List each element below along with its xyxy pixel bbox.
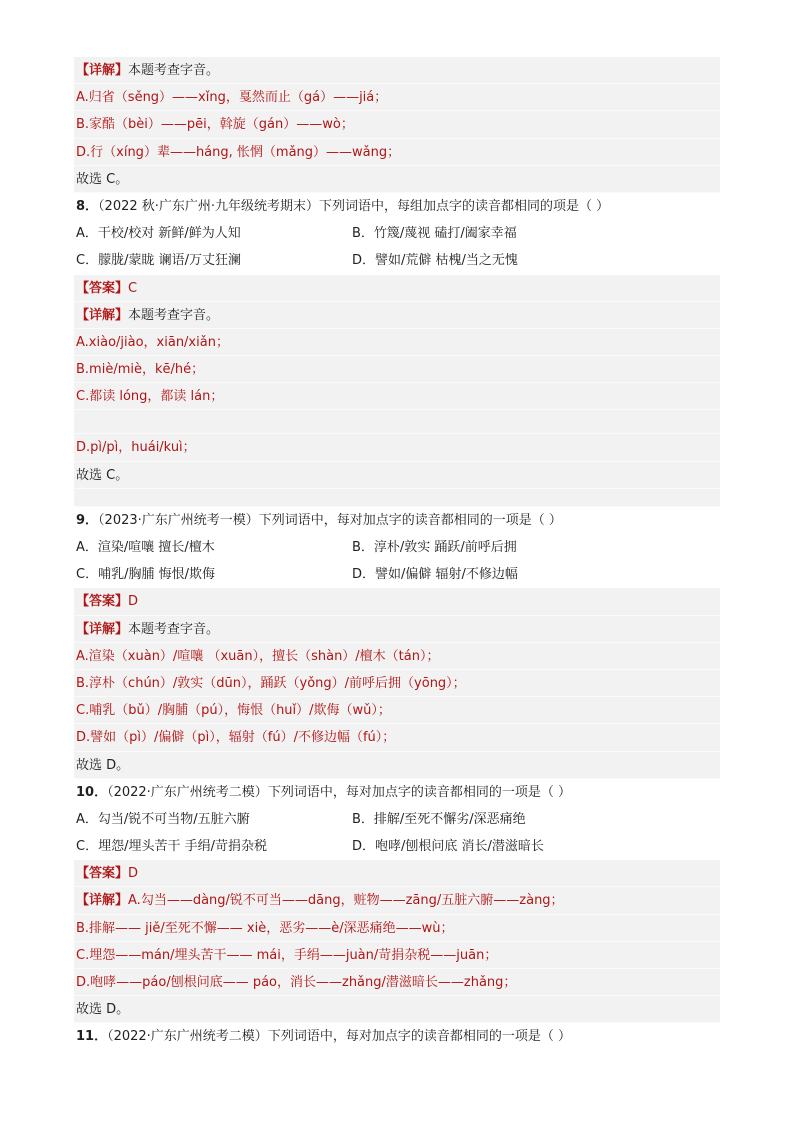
q7-detail-a: A.归省（sěng）——xǐng，戛然而止（gá）——jiá； <box>74 84 720 111</box>
option-c: C．埋怨/埋头苦干 手绢/苛捐杂税 <box>76 839 267 855</box>
q10-stem <box>74 779 720 806</box>
answer-value: D <box>128 866 139 882</box>
q7-conclusion: 故选 C。 <box>74 166 720 193</box>
question-number: 11． <box>76 1029 108 1045</box>
answer-value: C <box>128 280 138 296</box>
q8-detail-b: B.miè/miè，kē/hé； <box>74 356 720 383</box>
q10-options-cd <box>74 833 720 860</box>
q7-detail <box>74 57 720 84</box>
document-page <box>74 57 720 1051</box>
option-c: C．朦胧/蒙眬 谰语/万丈狂澜 <box>76 253 241 269</box>
q10-detail-d: D.咆哮——páo/刨根问底—— páo，消长——zhǎng/潜滋暗长——zhǎng； <box>74 969 720 996</box>
q8-stem <box>74 193 720 220</box>
question-text: 下列词语中，每对加点字的读音都相同的一项是（ ） <box>258 512 562 528</box>
question-text: 下列词语中，每组加点字的读音都相同的项是（ ） <box>319 198 610 214</box>
option-b: B．淳朴/敦实 踊跃/前呼后拥 <box>352 540 517 555</box>
option-a: A．干校/校对 新鲜/鲜为人知 <box>76 226 241 242</box>
q9-stem <box>74 507 720 534</box>
detail-text: 本题考查字音。 <box>128 307 220 323</box>
q7-detail-d: D.行（xíng）辈——háng, 怅惘（mǎng）——wǎng； <box>74 139 720 166</box>
option-b: B．竹篾/蔑视 磕打/阖家幸福 <box>352 226 517 242</box>
q8-answer <box>74 275 720 302</box>
question-source: （2022·广东广州统考二模） <box>107 1029 268 1045</box>
detail-text: A.勾当——dàng/锐不可当——dāng，赃物——zāng/五脏六腑——zàng； <box>128 893 564 909</box>
option-d: D．咆哮/刨根问底 消长/潜滋暗长 <box>352 839 544 855</box>
q8-options-cd <box>74 247 720 274</box>
q8-conclusion: 故选 C。 <box>74 462 720 489</box>
detail-text: 本题考查字音。 <box>128 63 220 78</box>
q9-conclusion: 故选 D。 <box>74 752 720 779</box>
q8-detail-c: C.都读 lóng，都读 lán； <box>74 383 720 410</box>
q9-detail-c: C.哺乳（bǔ）/胸脯（pú），悔恨（huǐ）/欺侮（wǔ）； <box>74 697 720 724</box>
q9-detail-d: D.譬如（pì）/偏僻（pì），辐射（fú）/不修边幅（fú）； <box>74 724 720 751</box>
detail-text: 本题考查字音。 <box>128 621 220 637</box>
option-a: A．渲染/喧嚷 擅长/檀木 <box>76 540 215 555</box>
q9-options-ab <box>74 534 720 561</box>
q9-detail-b: B.淳朴（chún）/敦实（dūn），踊跃（yǒng）/前呼后拥（yōng）； <box>74 670 720 697</box>
option-a: A．勾当/锐不可当物/五脏六腑 <box>76 811 250 827</box>
q8-options-ab <box>74 220 720 247</box>
question-source: （2023·广东广州统考一模） <box>98 512 259 528</box>
option-d: D．譬如/偏僻 辐射/不修边幅 <box>352 567 518 583</box>
detail-label: 【详解】 <box>76 63 129 78</box>
q8-detail-gap <box>74 410 720 434</box>
q8-bottom-gap <box>74 489 720 507</box>
question-text: 下列词语中，每对加点字的读音都相同的一项是（ ） <box>267 784 571 800</box>
q9-options-cd <box>74 561 720 588</box>
q10-detail <box>74 887 720 914</box>
question-number: 9． <box>76 512 99 528</box>
question-text: 下列词语中，每对加点字的读音都相同的一项是（ ） <box>267 1029 571 1045</box>
q9-detail <box>74 616 720 643</box>
answer-value: D <box>128 594 139 610</box>
q8-detail-d: D.pì/pì，huái/kuì； <box>74 434 720 461</box>
option-b: B．排解/至死不懈劣/深恶痛绝 <box>352 811 526 827</box>
q8-detail <box>74 302 720 329</box>
q10-detail-b: B.排解—— jiě/至死不懈—— xiè，恶劣——è/深恶痛绝——wù； <box>74 915 720 942</box>
q9-answer <box>74 588 720 615</box>
question-number: 8． <box>76 198 99 214</box>
question-source: （2022·广东广州统考二模） <box>107 784 268 800</box>
option-d: D．譬如/荒僻 枯槐/当之无愧 <box>352 253 518 269</box>
question-number: 10． <box>76 784 108 800</box>
q10-options-ab <box>74 806 720 833</box>
option-c: C．哺乳/胸脯 悔恨/欺侮 <box>76 567 215 583</box>
q7-detail-b: B.家酷（bèi）——pēi，斡旋（gán）——wò； <box>74 111 720 138</box>
answer-label: 【答案】 <box>76 594 129 610</box>
q9-detail-a: A.渲染（xuàn）/喧嚷 （xuān），擅长（shàn）/檀木（tán）； <box>74 643 720 670</box>
answer-label: 【答案】 <box>76 866 129 882</box>
answer-label: 【答案】 <box>76 280 129 296</box>
q10-answer <box>74 860 720 887</box>
detail-label: 【详解】 <box>76 621 129 637</box>
q10-conclusion: 故选 D。 <box>74 996 720 1023</box>
detail-label: 【详解】 <box>76 307 129 323</box>
question-source: （2022 秋·广东广州·九年级统考期末） <box>98 198 320 214</box>
q8-detail-a: A.xiào/jiào，xiān/xiǎn； <box>74 329 720 356</box>
q10-detail-c: C.埋怨——mán/埋头苦干—— mái，手绢——juàn/苛捐杂税——juān； <box>74 942 720 969</box>
q11-stem <box>74 1023 720 1050</box>
detail-label: 【详解】 <box>76 893 129 909</box>
